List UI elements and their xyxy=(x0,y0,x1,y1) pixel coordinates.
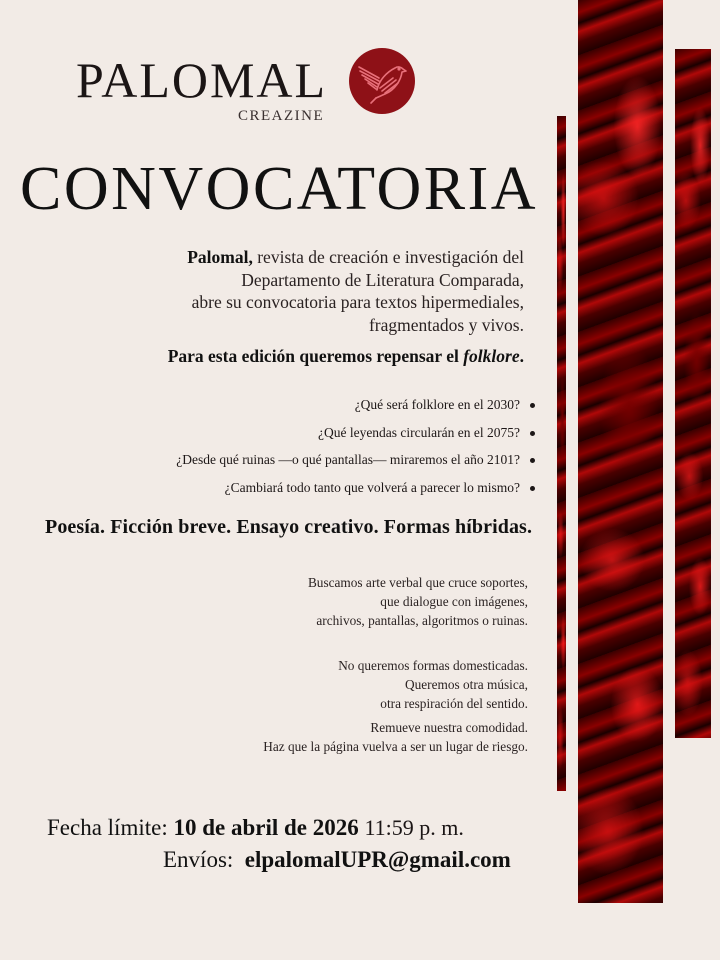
red-marble-stripe-right xyxy=(675,49,711,738)
submissions-label: Envíos: xyxy=(163,847,234,872)
submissions-email[interactable]: elpalomalUPR@gmail.com xyxy=(244,847,511,872)
list-item xyxy=(176,419,535,447)
list-item xyxy=(176,391,535,419)
deadline xyxy=(47,815,464,841)
list-item xyxy=(176,446,535,474)
paragraph-line: No queremos formas domesticadas. xyxy=(338,658,528,673)
dove-icon xyxy=(349,48,415,114)
theme-end: . xyxy=(519,346,524,366)
paragraph-2 xyxy=(338,656,528,713)
intro-line-4: fragmentados y vivos. xyxy=(368,314,524,335)
deadline-label: Fecha límite: xyxy=(47,815,168,840)
paragraph-3 xyxy=(263,718,528,756)
genres-line: Poesía. Ficción breve. Ensayo creativo. Formas híbridas. xyxy=(45,516,533,538)
intro-paragraph xyxy=(187,246,524,336)
paragraph-line: Buscamos arte verbal que cruce soportes, xyxy=(307,575,528,590)
intro-line-2: Departamento de Literatura Comparada, xyxy=(241,269,524,290)
deadline-time: 11:59 p. m. xyxy=(364,815,464,840)
logo-badge xyxy=(349,48,415,114)
logo-subtitle: CREAZINE xyxy=(238,108,325,124)
bullet-icon xyxy=(530,486,535,491)
theme-emphasis: folklore xyxy=(463,346,520,366)
paragraph-line: otra respiración del sentido. xyxy=(380,696,528,711)
question-text: ¿Desde qué ruinas —o qué pantallas— miraremos el año 2101? xyxy=(176,452,520,467)
intro-line-1: revista de creación e investigación del xyxy=(252,247,524,267)
question-text: ¿Cambiará todo tanto que volverá a parecer lo mismo? xyxy=(224,479,520,495)
red-marble-stripe-main xyxy=(578,0,663,903)
submissions xyxy=(163,847,511,873)
paragraph-line: Haz que la página vuelva a ser un lugar de riesgo. xyxy=(263,739,528,754)
intro-line-3: abre su convocatoria para textos hipermediales, xyxy=(191,292,524,312)
red-marble-stripe-thin xyxy=(557,116,566,791)
paragraph-line: archivos, pantallas, algoritmos o ruinas. xyxy=(316,613,528,628)
theme-statement xyxy=(168,346,524,367)
paragraph-line: que dialogue con imágenes, xyxy=(380,594,528,609)
paragraph-line: Queremos otra música, xyxy=(405,677,528,692)
questions-list xyxy=(176,391,535,501)
bullet-icon xyxy=(530,403,535,408)
page-title: CONVOCATORIA xyxy=(20,155,539,223)
intro-bold-name: Palomal, xyxy=(187,247,253,267)
question-text: ¿Qué leyendas circularán en el 2075? xyxy=(317,424,520,440)
paragraph-line: Remueve nuestra comodidad. xyxy=(370,720,528,735)
paragraph-1 xyxy=(308,573,528,630)
deadline-date: 10 de abril de 2026 xyxy=(173,815,359,840)
list-item xyxy=(176,474,535,502)
theme-text: Para esta edición queremos repensar el xyxy=(167,346,464,366)
bullet-icon xyxy=(530,458,535,463)
logo-wordmark: PALOMAL xyxy=(76,52,328,108)
question-text: ¿Qué será folklore en el 2030? xyxy=(354,397,520,412)
bullet-icon xyxy=(530,431,535,436)
